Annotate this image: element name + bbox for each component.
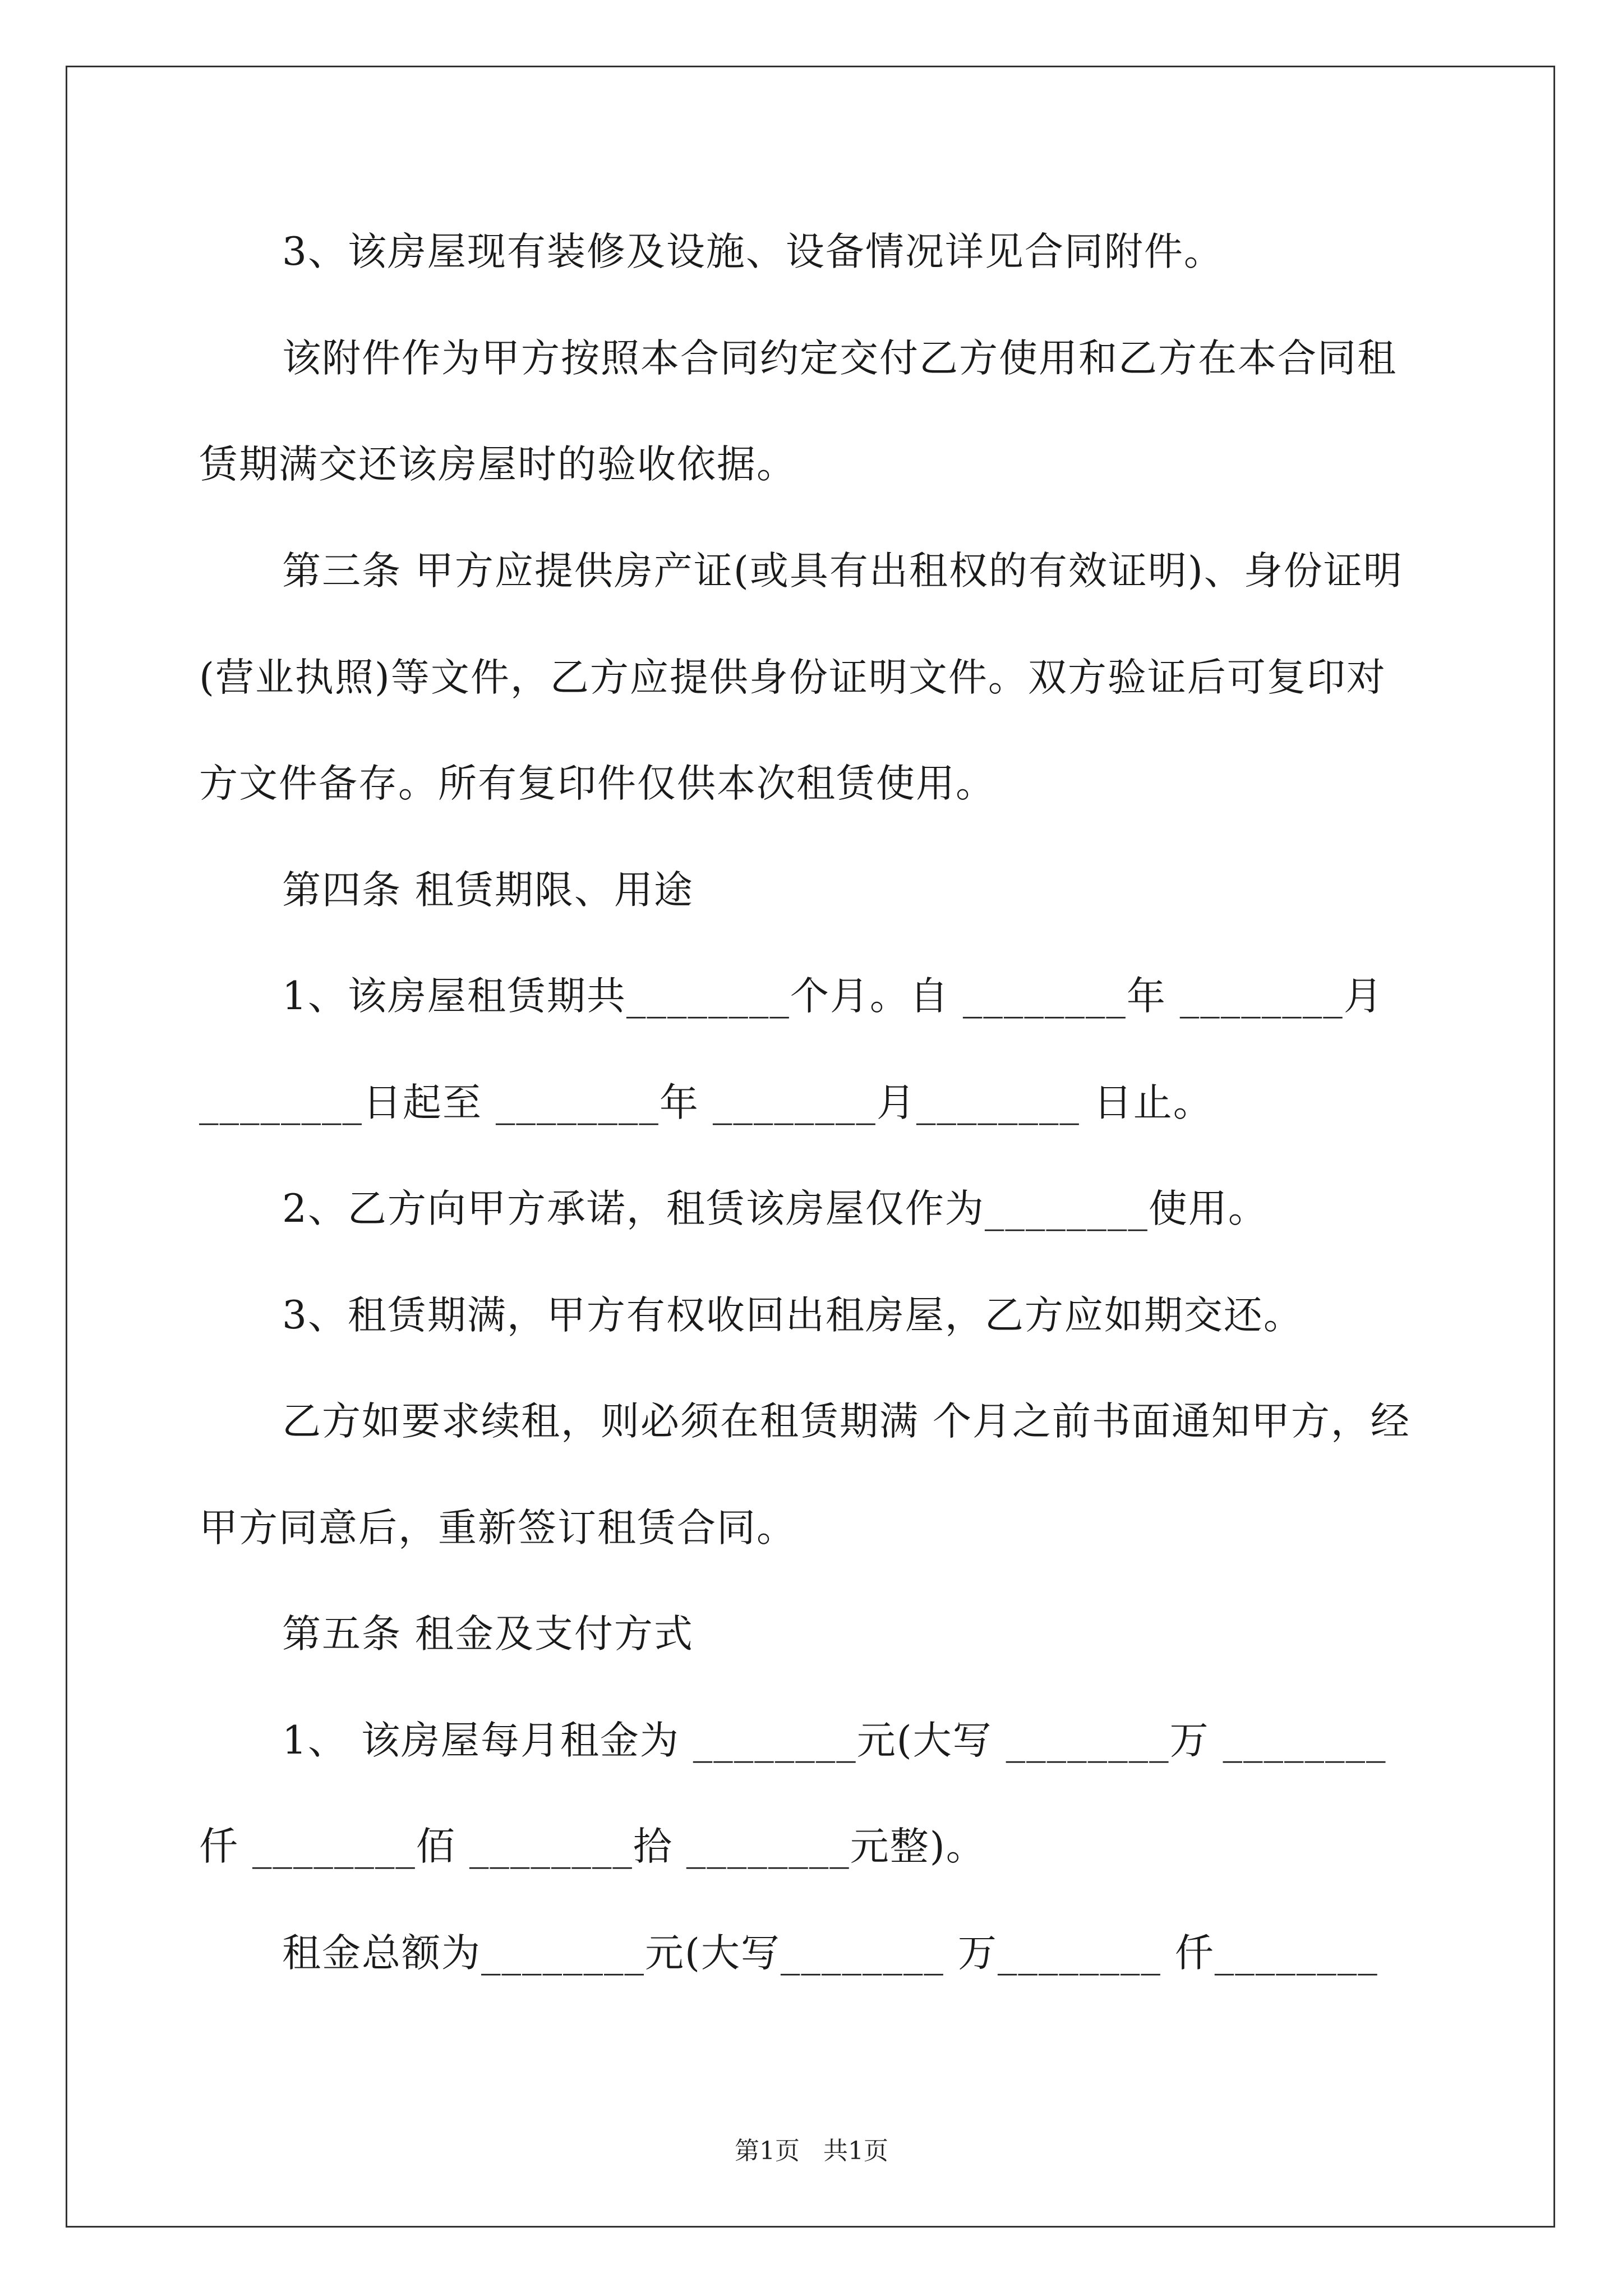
paragraph-line: 3、租赁期满，甲方有权收回出租房屋，乙方应如期交还。 (282, 1293, 1303, 1338)
paragraph-line: 该附件作为甲方按照本合同约定交付乙方使用和乙方在本合同租 (282, 336, 1397, 381)
paragraph-line: ________日起至 ________年 ________月________ 日止。 (199, 1080, 1213, 1125)
paragraph-line: 仟 ________佰 ________拾 ________元整)。 (199, 1824, 986, 1869)
paragraph-line: 赁期满交还该房屋时的验收依据。 (199, 442, 796, 487)
paragraph-line: 1、 该房屋每月租金为 ________元(大写 ________万 ________ (282, 1718, 1387, 1763)
paragraph-line: 3、该房屋现有装修及设施、设备情况详见合同附件。 (282, 229, 1224, 274)
paragraph-line: 1、该房屋租赁期共________个月。自 ________年 ________月 (282, 974, 1384, 1019)
paragraph-line: 乙方如要求续租，则必须在租赁期满 个月之前书面通知甲方，经 (282, 1399, 1410, 1444)
paragraph-line: 第三条 甲方应提供房产证(或具有出租权的有效证明)、身份证明 (282, 549, 1403, 593)
paragraph-line: (营业执照)等文件，乙方应提供身份证明文件。双方验证后可复印对 (199, 655, 1386, 700)
page-number: 第1页 共1页 (735, 2137, 888, 2165)
section-heading: 第四条 租赁期限、用途 (282, 868, 694, 913)
paragraph-line: 2、乙方向甲方承诺，租赁该房屋仅作为________使用。 (282, 1186, 1268, 1231)
paragraph-line: 租金总额为________元(大写________ 万________ 仟________ (282, 1931, 1378, 1976)
page-border (66, 66, 1555, 2228)
paragraph-line: 方文件备存。所有复印件仅供本次租赁使用。 (199, 761, 995, 806)
section-heading: 第五条 租金及支付方式 (282, 1612, 694, 1657)
paragraph-line: 甲方同意后，重新签订租赁合同。 (199, 1506, 796, 1550)
